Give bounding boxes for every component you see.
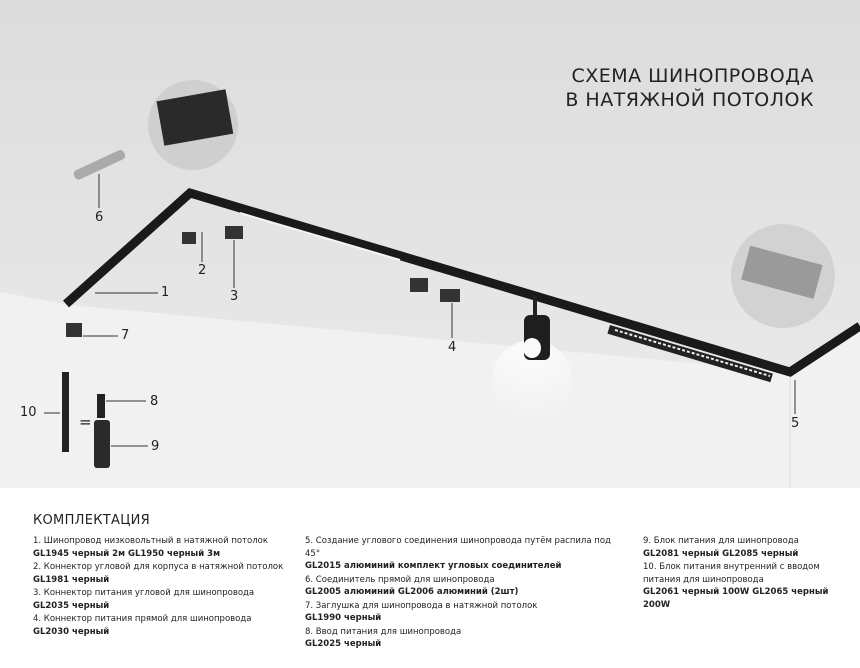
callout-3: 3 bbox=[230, 289, 239, 304]
legend-item-desc: 5. Создание углового соединения шинопровода путём распила под 45° bbox=[305, 536, 611, 559]
legend-item-codes: GL2015 алюминий комплект угловых соединителей bbox=[305, 561, 562, 571]
callout-8: 8 bbox=[150, 394, 159, 409]
callout-10: 10 bbox=[20, 405, 37, 420]
title-line-1: СХЕМА ШИНОПРОВОДА bbox=[571, 65, 814, 87]
legend-item-codes: GL2035 черный bbox=[33, 600, 110, 611]
legend-item-desc: 2. Коннектор угловой для корпуса в натяжной потолок bbox=[33, 562, 284, 572]
spot-stem bbox=[533, 296, 537, 316]
legend-item-desc: 10. Блок питания внутренний с вводом питания для шинопровода bbox=[643, 562, 820, 585]
power-straight-connector-part bbox=[410, 278, 428, 292]
legend-item-codes: GL1945 черный 2м GL1950 черный 3м bbox=[33, 548, 221, 559]
legend-item-desc: 9. Блок питания для шинопровода bbox=[643, 536, 799, 546]
spot-lens bbox=[523, 338, 541, 358]
legend-item-codes: GL2061 черный 100W GL2065 черный 200W bbox=[643, 587, 829, 610]
psu-part bbox=[94, 420, 110, 468]
legend-heading: КОМПЛЕКТАЦИЯ bbox=[33, 513, 150, 528]
internal-psu-part bbox=[62, 372, 69, 452]
callout-6: 6 bbox=[95, 210, 104, 225]
end-cap-part bbox=[66, 323, 82, 337]
callout-9: 9 bbox=[151, 439, 160, 454]
legend-panel bbox=[0, 488, 860, 668]
power-input-part bbox=[97, 394, 105, 418]
callout-2: 2 bbox=[198, 263, 207, 278]
legend-item-desc: 7. Заглушка для шинопровода в натяжной потолок bbox=[305, 600, 538, 611]
title-line-2: В НАТЯЖНОЙ ПОТОЛОК bbox=[565, 89, 814, 111]
legend-item-codes: GL1981 черный bbox=[33, 574, 110, 585]
power-straight-connector-part-2 bbox=[440, 289, 460, 302]
legend-item-desc: 6. Соединитель прямой для шинопровода bbox=[305, 574, 495, 585]
legend-item-desc: 8. Ввод питания для шинопровода bbox=[305, 626, 462, 637]
legend-item-desc: 4. Коннектор питания прямой для шинопровода bbox=[33, 614, 252, 624]
callout-1: 1 bbox=[161, 285, 170, 300]
callout-7: 7 bbox=[121, 328, 130, 343]
legend-column-3 bbox=[643, 535, 843, 612]
callout-5: 5 bbox=[791, 416, 800, 431]
legend-column-1 bbox=[33, 535, 293, 639]
legend-item-codes: GL2030 черный bbox=[33, 626, 110, 637]
legend-item-codes: GL2025 черный bbox=[305, 639, 382, 649]
legend-column-2 bbox=[305, 535, 625, 652]
diagram-title bbox=[565, 64, 814, 112]
power-corner-connector-part bbox=[225, 226, 243, 239]
legend-item-codes: GL2081 черный GL2085 черный bbox=[643, 548, 799, 559]
legend-item-codes: GL1990 черный bbox=[305, 613, 382, 623]
legend-item-desc: 1. Шинопровод низковольтный в натяжной потолок bbox=[33, 536, 269, 546]
callout-4: 4 bbox=[448, 340, 457, 355]
legend-item-codes: GL2005 алюминий GL2006 алюминий (2шт) bbox=[305, 587, 519, 597]
legend-item-desc: 3. Коннектор питания угловой для шинопровода bbox=[33, 588, 255, 598]
corner-connector-part bbox=[182, 232, 196, 244]
equals-sign: = bbox=[79, 413, 92, 431]
